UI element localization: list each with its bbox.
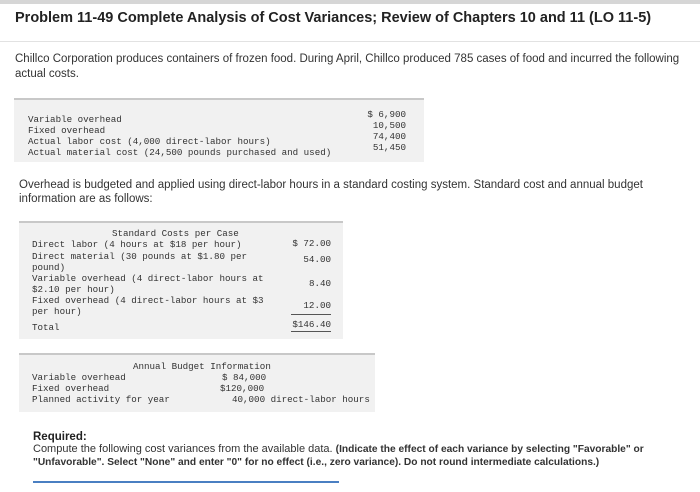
- answer-area-bar: [33, 481, 339, 483]
- annual-budget-label: Fixed overhead: [32, 383, 110, 394]
- required-instruction: Compute the following cost variances from the available data.: [33, 443, 336, 455]
- top-border: [0, 0, 700, 4]
- standard-costs-header: Standard Costs per Case: [112, 228, 239, 239]
- standard-cost-label: Variable overhead (4 direct-labor hours at: [32, 273, 264, 284]
- annual-budget-value: 40,000 direct-labor hours: [232, 394, 370, 405]
- actual-cost-value: 10,500: [372, 120, 406, 131]
- annual-budget-header: Annual Budget Information: [133, 361, 271, 372]
- standard-cost-total-label: Total: [32, 322, 60, 333]
- standard-cost-label: $2.10 per hour): [32, 284, 115, 295]
- actual-costs-table: [14, 98, 424, 162]
- actual-cost-value: 74,400: [372, 131, 406, 142]
- required-line-2: "Unfavorable". Select "None" and enter "0" for no effect (i.e., zero variance). Do not round intermediate calculations.): [33, 457, 600, 468]
- standard-cost-value: $ 72.00: [292, 238, 331, 249]
- required-note: (Indicate the effect of each variance by selecting "Favorable" or: [335, 444, 644, 455]
- annual-budget-value: $120,000: [220, 383, 265, 394]
- actual-cost-label: Actual material cost (24,500 pounds purchased and used): [28, 147, 332, 158]
- total-rule: [291, 331, 331, 332]
- actual-cost-value: $ 6,900: [367, 109, 406, 120]
- standard-cost-value: 8.40: [308, 278, 331, 289]
- overhead-text-line-1: Overhead is budgeted and applied using direct-labor hours in a standard costing system. Standard cost and annual budget: [19, 179, 643, 191]
- standard-cost-label: Direct material (30 pounds at $1.80 per: [32, 251, 248, 262]
- required-heading: Required:: [33, 431, 87, 443]
- standard-cost-value: 54.00: [303, 254, 331, 265]
- standard-cost-total-value: $146.40: [292, 319, 331, 330]
- standard-cost-value: 12.00: [303, 300, 331, 311]
- subtotal-rule: [291, 314, 331, 315]
- annual-budget-label: Planned activity for year: [32, 394, 170, 405]
- problem-title: Problem 11-49 Complete Analysis of Cost Variances; Review of Chapters 10 and 11 (LO 11-5): [15, 10, 652, 26]
- required-line-1: [33, 442, 644, 457]
- annual-budget-label: Variable overhead: [32, 372, 126, 383]
- actual-cost-label: Actual labor cost (4,000 direct-labor hours): [28, 136, 271, 147]
- annual-budget-table: [19, 353, 375, 412]
- actual-cost-label: Variable overhead: [28, 114, 122, 125]
- actual-cost-value: 51,450: [372, 142, 406, 153]
- actual-cost-label: Fixed overhead: [28, 125, 106, 136]
- title-divider: [0, 41, 700, 42]
- overhead-text-line-2: information are as follows:: [19, 193, 153, 205]
- intro-line-1: Chillco Corporation produces containers of frozen food. During April, Chillco produced 785 cases of food and incurred the following: [15, 53, 680, 65]
- standard-costs-table: [19, 221, 343, 339]
- standard-cost-label: Fixed overhead (4 direct-labor hours at $3: [32, 295, 264, 306]
- standard-cost-label: Direct labor (4 hours at $18 per hour): [32, 239, 242, 250]
- standard-cost-label: pound): [32, 262, 66, 273]
- annual-budget-value: $ 84,000: [222, 372, 267, 383]
- standard-cost-label: per hour): [32, 306, 82, 317]
- intro-line-2: actual costs.: [15, 68, 79, 80]
